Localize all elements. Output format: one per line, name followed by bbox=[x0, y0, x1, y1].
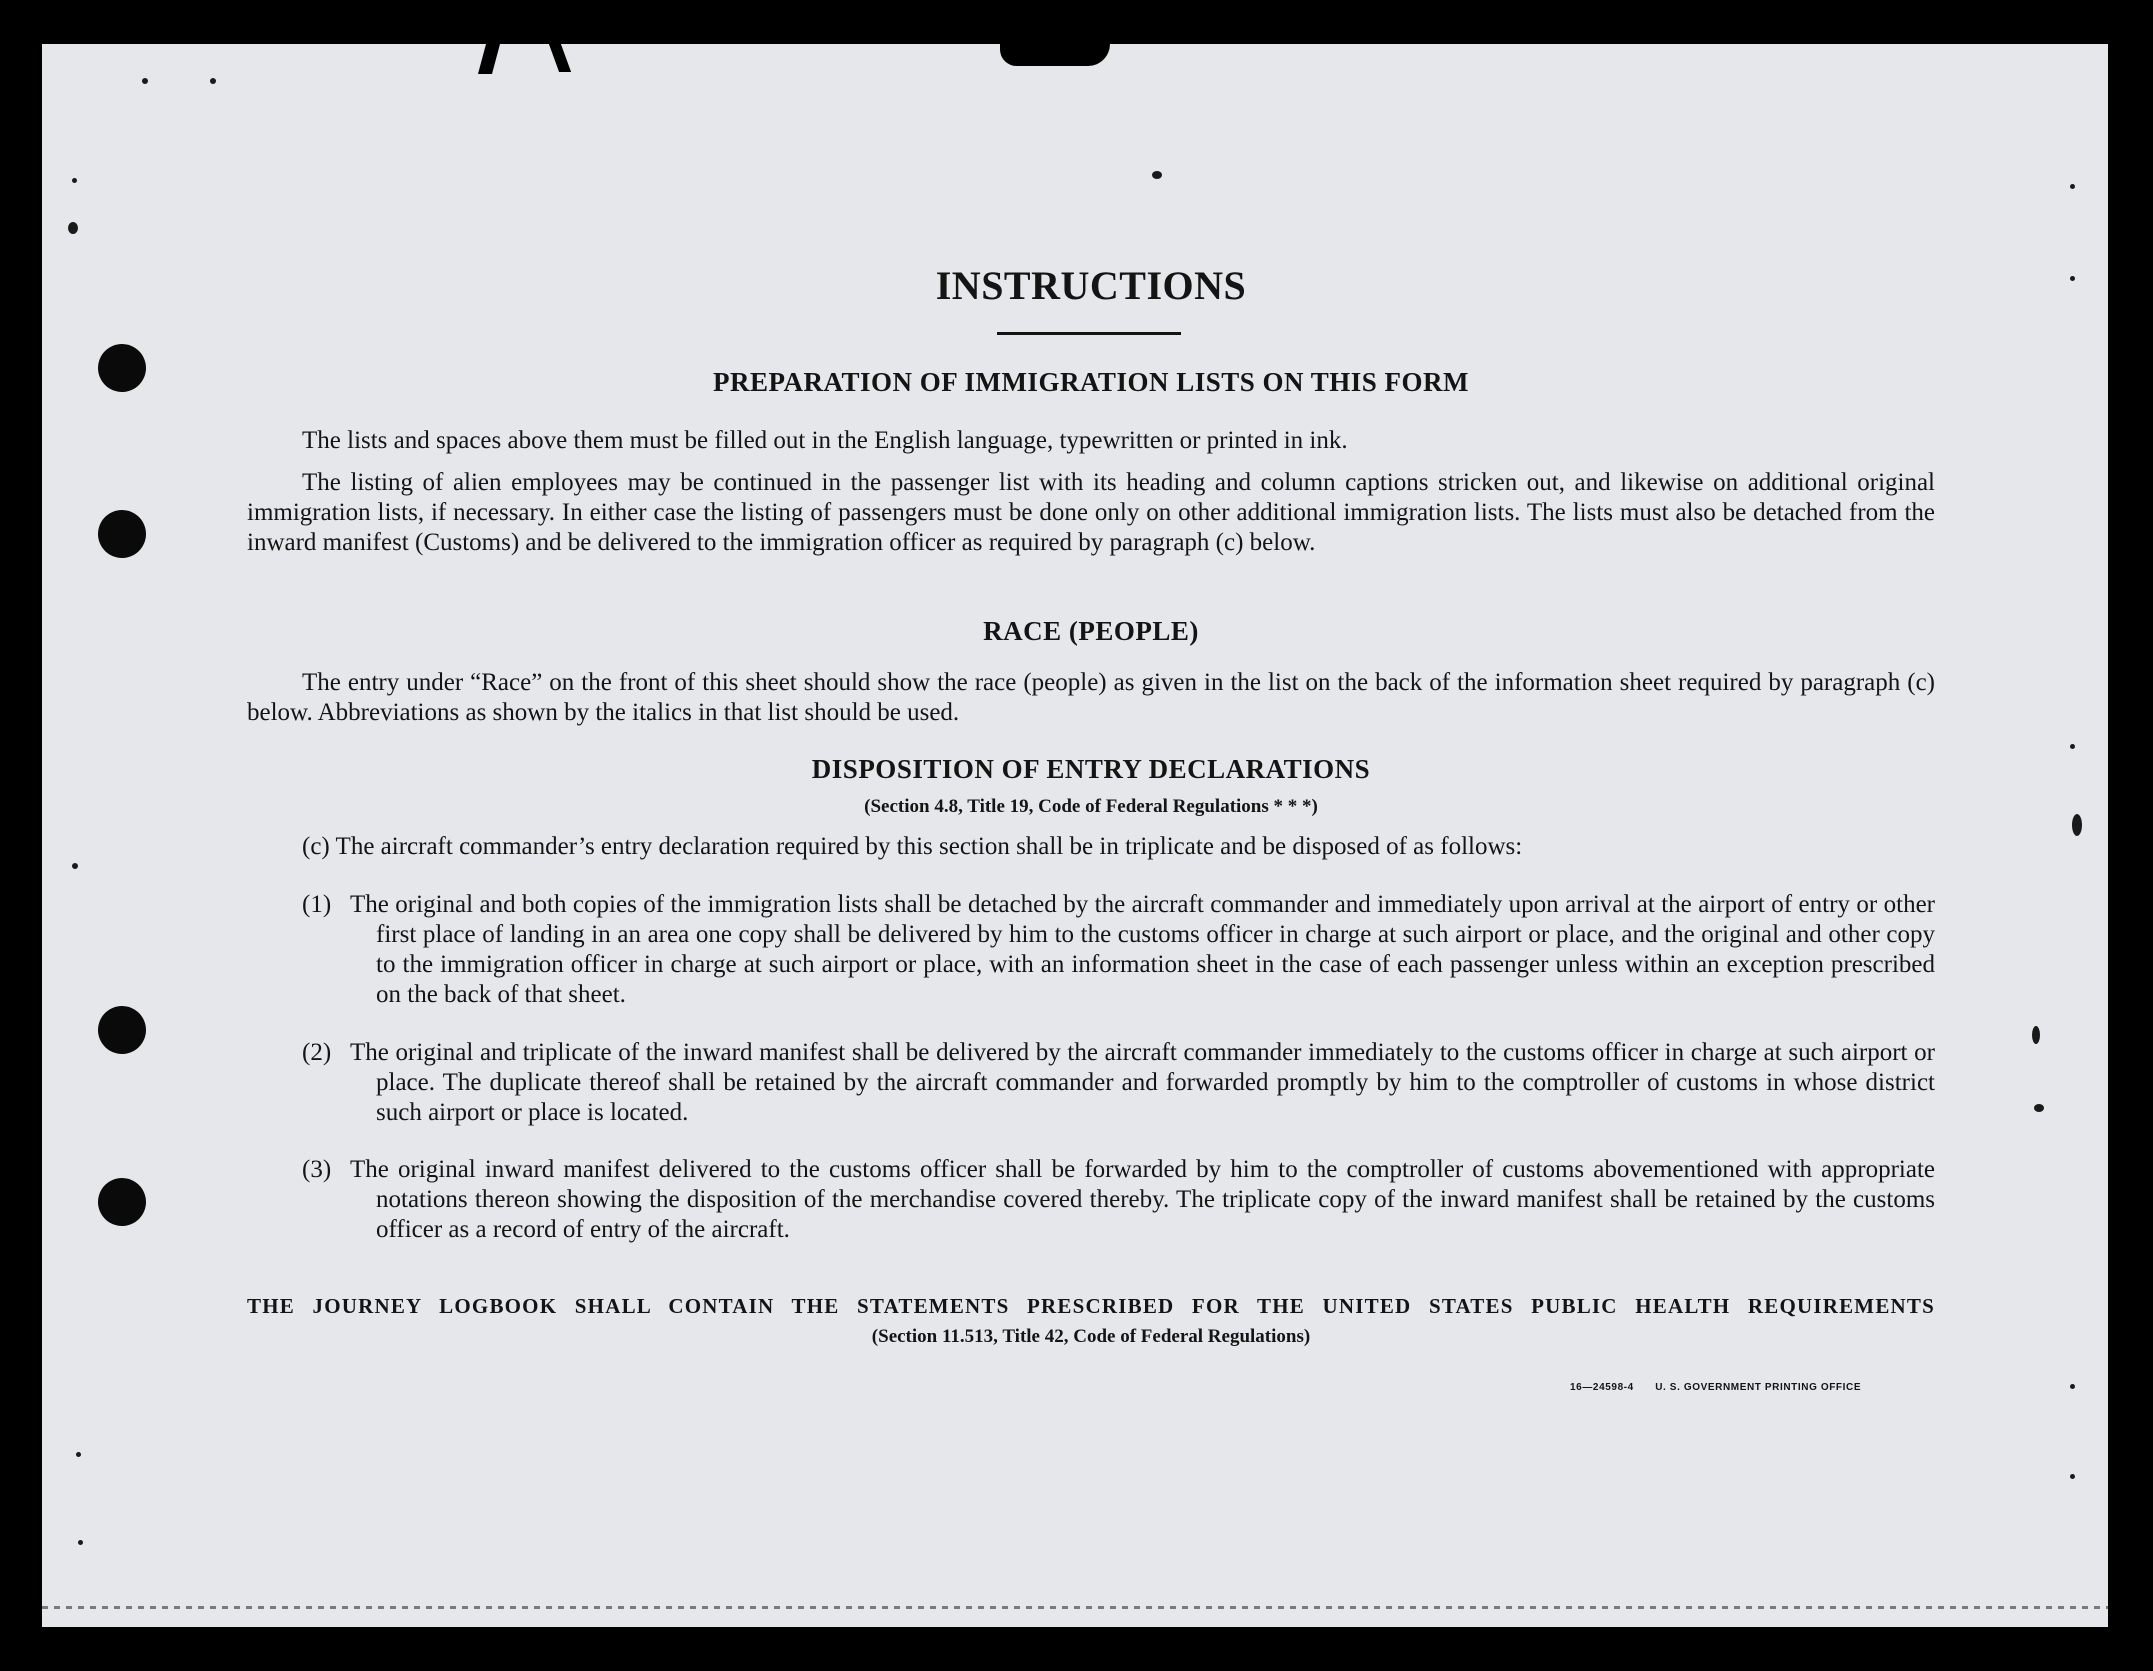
torn-edge-mark bbox=[1000, 44, 1110, 66]
item-number: (3) bbox=[302, 1156, 332, 1183]
speck bbox=[142, 78, 148, 84]
speck bbox=[2032, 1026, 2040, 1044]
item-number: (1) bbox=[302, 891, 332, 918]
form-number: 16—24598-4 bbox=[1570, 1382, 1634, 1393]
speck bbox=[2070, 1474, 2075, 1479]
public-health-statement: THE JOURNEY LOGBOOK SHALL CONTAIN THE STATEMENTS PRESCRIBED FOR THE UNITED STATES PUBLIC HEALTH REQUIREMENTS bbox=[247, 1294, 1935, 1318]
item-text: The original and triplicate of the inward manifest shall be delivered by the aircraft commander immediately to the customs officer in charge at such airport or place. The duplicate thereof shall be retained by the aircraft commander and forwarded promptly by him to the comptroller of customs in whose district such airport or place is located. bbox=[350, 1039, 1935, 1126]
public-health-citation: (Section 11.513, Title 42, Code of Federal Regulations) bbox=[871, 1326, 1311, 1347]
printer-imprint bbox=[1570, 1382, 1879, 1393]
speck bbox=[2070, 744, 2075, 749]
document-page bbox=[42, 44, 2108, 1627]
torn-edge-mark bbox=[478, 44, 500, 74]
speck bbox=[2070, 184, 2075, 189]
speck bbox=[72, 178, 77, 183]
disposition-citation: (Section 4.8, Title 19, Code of Federal Regulations * * *) bbox=[864, 796, 1318, 817]
speck bbox=[2070, 1384, 2075, 1389]
speck bbox=[68, 222, 78, 234]
punch-hole bbox=[98, 1178, 146, 1226]
punch-hole bbox=[98, 344, 146, 392]
torn-edge-mark bbox=[549, 44, 571, 72]
speck bbox=[78, 1540, 83, 1545]
title-underline bbox=[997, 332, 1181, 335]
disposition-item-2 bbox=[302, 1038, 1935, 1128]
item-text: The original and both copies of the immigration lists shall be detached by the aircraft commander and immediately upon arrival at the airport of entry or other first place of landing in an area one copy shall be delivered by him to the customs officer in charge at such airport or place, and the original and other copy to the immigration officer in charge at such airport or place, with an information sheet in the case of each passenger unless within an exception prescribed on the back of that sheet. bbox=[350, 891, 1935, 1008]
preparation-paragraph-2: The listing of alien employees may be continued in the passenger list with its heading and column captions stricken out, and likewise on additional original immigration lists, if necessary. In either case the listing of passengers must be done only on other additional immigration lists. The lists must also be detached from the inward manifest (Customs) and be delivered to the immigration officer as required by paragraph (c) below. bbox=[247, 469, 1935, 556]
printing-office: U. S. GOVERNMENT PRINTING OFFICE bbox=[1655, 1382, 1862, 1393]
speck bbox=[2070, 276, 2075, 281]
race-paragraph: The entry under “Race” on the front of this sheet should show the race (people) as given in the list on the back of the information sheet required by paragraph (c) below. Abbreviations as shown by the italics in that list should be used. bbox=[247, 669, 1935, 726]
disposition-heading: DISPOSITION OF ENTRY DECLARATIONS bbox=[811, 754, 1371, 784]
speck bbox=[72, 863, 78, 869]
race-heading: RACE (PEOPLE) bbox=[983, 616, 1199, 646]
speck bbox=[2034, 1104, 2044, 1112]
item-number: (2) bbox=[302, 1039, 332, 1066]
speck bbox=[76, 1452, 81, 1457]
speck bbox=[1152, 171, 1162, 179]
punch-hole bbox=[98, 510, 146, 558]
disposition-clause-c: (c) The aircraft commander’s entry declaration required by this section shall be in triplicate and be disposed of as follows: bbox=[302, 833, 1523, 860]
page-title: INSTRUCTIONS bbox=[935, 263, 1247, 308]
disposition-item-3 bbox=[302, 1155, 1935, 1245]
preparation-heading: PREPARATION OF IMMIGRATION LISTS ON THIS FORM bbox=[712, 367, 1470, 397]
perforation-edge bbox=[42, 1606, 2108, 1609]
speck bbox=[2072, 814, 2082, 836]
punch-hole bbox=[98, 1006, 146, 1054]
speck bbox=[210, 78, 216, 84]
item-text: The original inward manifest delivered to the customs officer shall be forwarded by him to the comptroller of customs abovementioned with appropriate notations thereon showing the disposition of the merchandise covered thereby. The triplicate copy of the inward manifest shall be retained by the customs officer as a record of entry of the aircraft. bbox=[350, 1156, 1935, 1243]
disposition-item-1 bbox=[302, 890, 1935, 1010]
preparation-paragraph-1: The lists and spaces above them must be filled out in the English language, typewritten or printed in ink. bbox=[302, 427, 1348, 454]
